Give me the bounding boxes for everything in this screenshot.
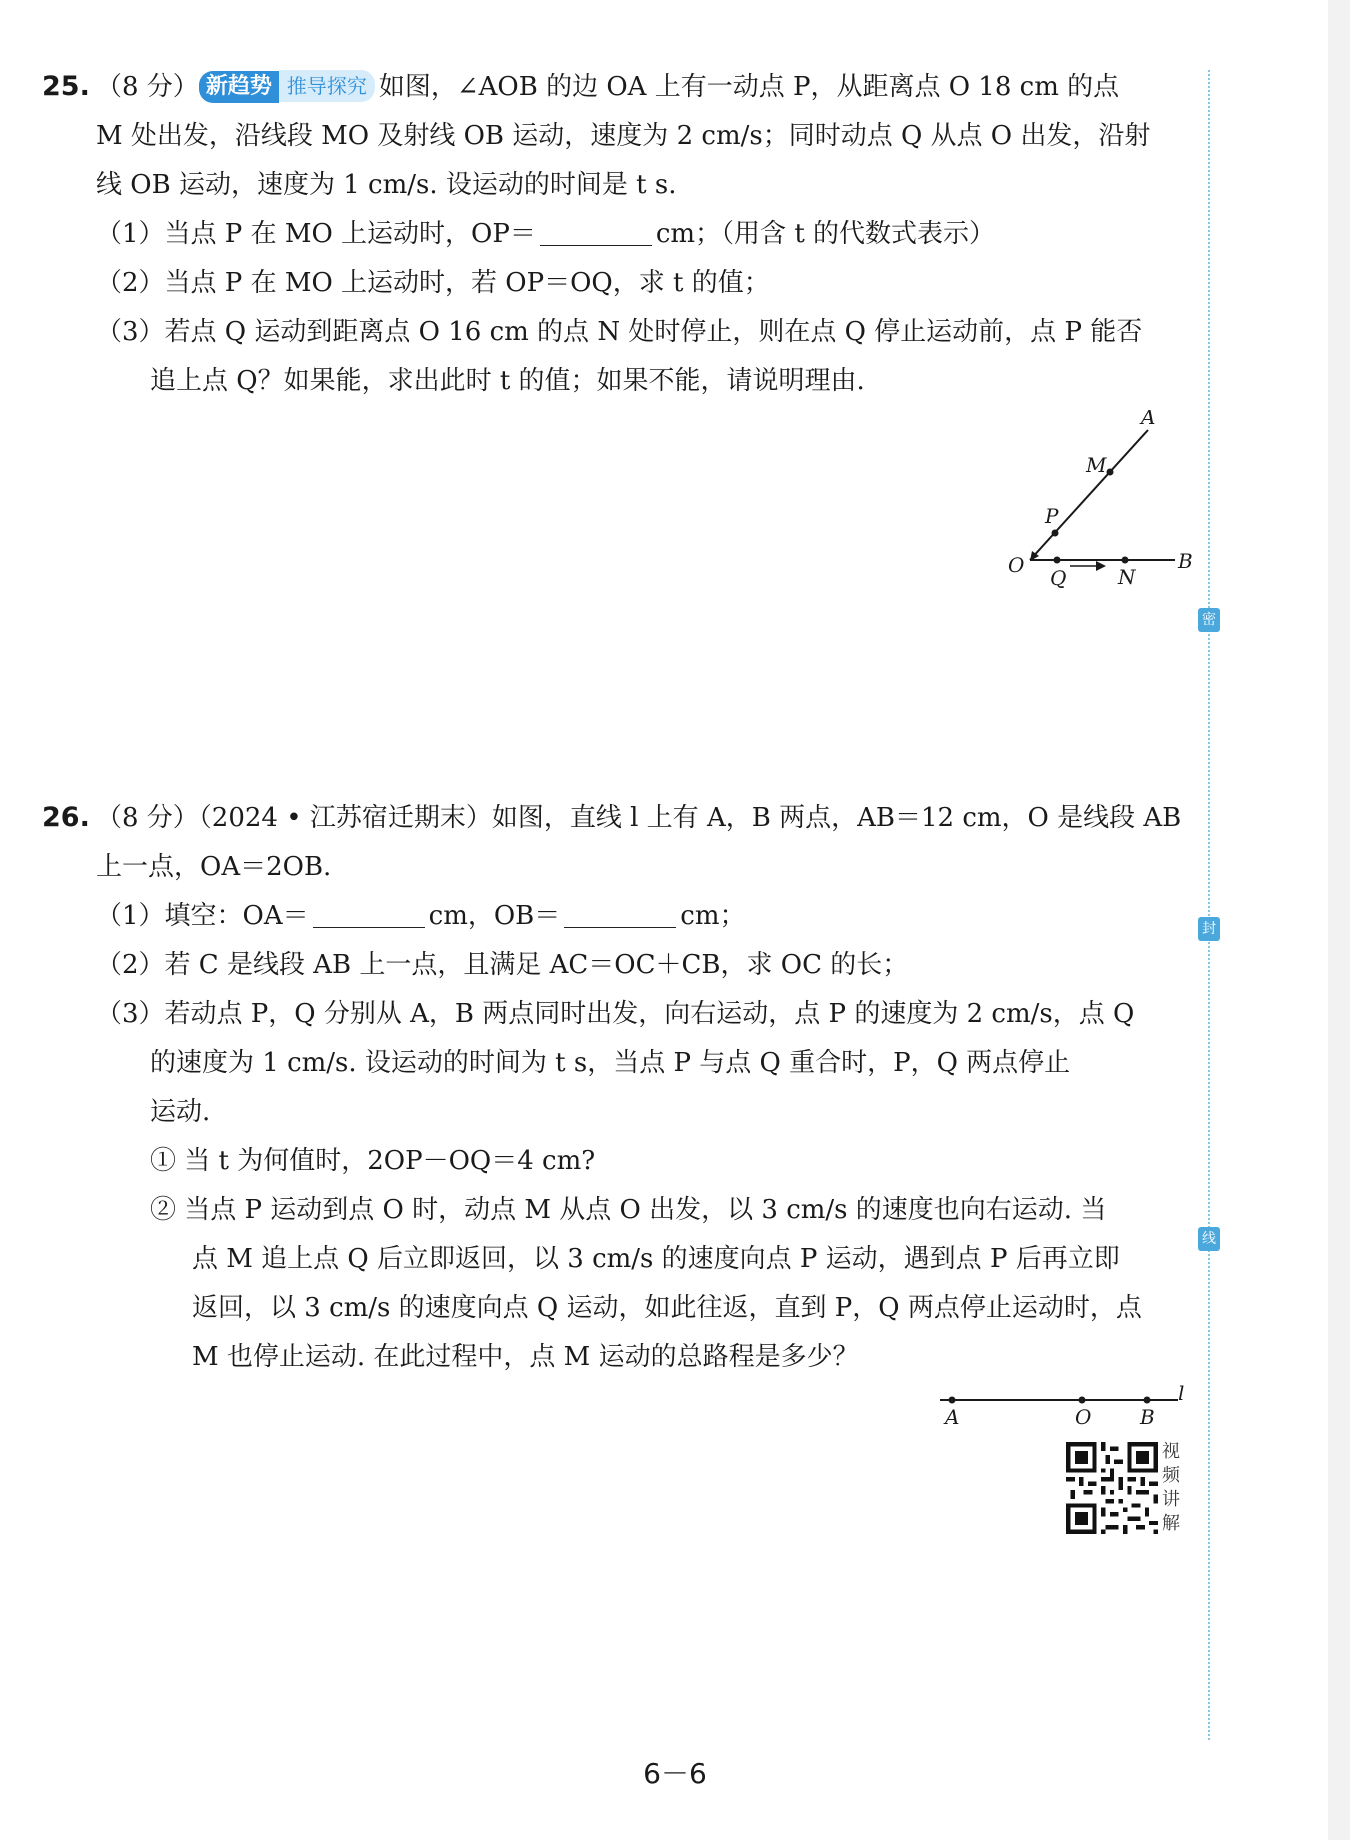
qr-caption-char-3: 讲 — [1162, 1489, 1180, 1510]
q25-label-o: O — [1008, 553, 1025, 577]
q26-part-1 — [96, 893, 1186, 939]
q25-part-3a: （3）若点 Q 运动到距离点 O 16 cm 的点 N 处时停止，则在点 Q 停止运动前，点 P 能否 — [96, 317, 1143, 347]
q25-label-m: M — [1086, 453, 1107, 477]
q26-label-a: A — [945, 1405, 960, 1429]
q26-part-1-mid: cm，OB＝ — [428, 901, 561, 931]
q26-answer-blank-oa[interactable] — [313, 899, 425, 928]
qr-caption — [1162, 1440, 1184, 1536]
q25-point-q — [1054, 557, 1061, 564]
q26-point-a — [949, 1397, 956, 1404]
q26-stem-2: 上一点，OA＝2OB. — [96, 852, 332, 882]
q26-part-3b: 的速度为 1 cm/s. 设运动的时间为 t s，当点 P 与点 Q 重合时，P，Q 两点停止 — [150, 1048, 1071, 1078]
q26-answer-blank-ob[interactable] — [564, 899, 676, 928]
q26-point-b — [1144, 1397, 1151, 1404]
q26-sub-1: ① 当 t 为何值时，2OP－OQ＝4 cm? — [150, 1146, 596, 1176]
q25-stem-1: 如图，∠AOB 的边 OA 上有一动点 P，从距离点 O 18 cm 的点 — [378, 72, 1120, 102]
q25-answer-blank[interactable] — [540, 217, 652, 246]
q25-score: （8 分） — [96, 72, 199, 102]
q26-line-1 — [42, 795, 1186, 841]
q26-part-3a: （3）若动点 P，Q 分别从 A，B 两点同时出发，向右运动，点 P 的速度为 2 cm/s，点 Q — [96, 999, 1135, 1029]
q26-sub-2d: M 也停止运动. 在此过程中，点 M 运动的总路程是多少？ — [192, 1342, 859, 1372]
qr-caption-char-2: 频 — [1162, 1465, 1180, 1486]
q26-part-3c: 运动. — [150, 1097, 211, 1127]
q25-label-b: B — [1178, 549, 1193, 573]
q25-label-n: N — [1118, 565, 1136, 589]
q26-part-1-tail: cm； — [680, 901, 746, 931]
q26-label-l: l — [1178, 1381, 1185, 1405]
q25-label-p: P — [1045, 504, 1059, 528]
q26-sub-2b: 点 M 追上点 Q 后立即返回，以 3 cm/s 的速度向点 P 运动，遇到点 P 后再立即 — [192, 1244, 1120, 1274]
q26-sub-2a: ② 当点 P 运动到点 O 时，动点 M 从点 O 出发，以 3 cm/s 的速度也向右运动. 当 — [150, 1195, 1107, 1225]
q25-label-q: Q — [1050, 566, 1067, 590]
q25-line-1 — [42, 64, 1186, 110]
q25-part-1-text: （1）当点 P 在 MO 上运动时，OP＝ — [96, 219, 536, 249]
qr-code-icon[interactable] — [1066, 1442, 1158, 1534]
margin-tag-mi: 密 — [1198, 608, 1220, 632]
page-edge-shadow — [1328, 0, 1350, 1840]
q25-part-2: （2）当点 P 在 MO 上运动时，若 OP＝OQ，求 t 的值； — [96, 268, 770, 298]
margin-tag-xian: 线 — [1198, 1227, 1220, 1251]
qr-caption-char-4: 解 — [1162, 1513, 1180, 1534]
qr-caption-char-1: 视 — [1162, 1441, 1180, 1462]
q25-angle-figure — [1000, 410, 1200, 600]
q25-point-p — [1052, 530, 1059, 537]
q25-label-a: A — [1141, 410, 1156, 429]
q26-label-b: B — [1140, 1405, 1155, 1429]
q25-part-3b: 追上点 Q？如果能，求出此时 t 的值；如果不能，请说明理由. — [150, 366, 865, 396]
q25-part-1-tail: cm；（用含 t 的代数式表示） — [655, 219, 996, 249]
q26-point-o — [1079, 1397, 1086, 1404]
q26-label-o: O — [1075, 1405, 1092, 1429]
q25-badge-type: 推导探究 — [279, 70, 375, 102]
q25-point-m — [1107, 469, 1114, 476]
q26-number: 26. — [42, 802, 90, 833]
q26-sub-2c: 返回，以 3 cm/s 的速度向点 Q 运动，如此往返，直到 P，Q 两点停止运动时，点 — [192, 1293, 1142, 1323]
q26-part-2: （2）若 C 是线段 AB 上一点，且满足 AC＝OC＋CB，求 OC 的长； — [96, 950, 909, 980]
q25-stem-3: 线 OB 运动，速度为 1 cm/s. 设运动的时间是 t s. — [96, 170, 677, 200]
margin-tag-feng: 封 — [1198, 917, 1220, 941]
binding-dotted-line — [1208, 70, 1210, 1740]
q26-part-1-text: （1）填空：OA＝ — [96, 901, 309, 931]
q25-number: 25. — [42, 71, 90, 102]
q26-line-figure — [930, 1380, 1190, 1430]
q25-part-1 — [96, 211, 1186, 257]
page-number: 6－6 — [643, 1757, 707, 1790]
q25-point-n — [1122, 557, 1129, 564]
q26-stem-1: （8 分）（2024 • 江苏宿迁期末）如图，直线 l 上有 A，B 两点，AB＝12 cm，O 是线段 AB — [96, 803, 1182, 833]
q25-badge-trend: 新趋势 — [199, 71, 279, 103]
q25-stem-2: M 处出发，沿线段 MO 及射线 OB 运动，速度为 2 cm/s；同时动点 Q 从点 O 出发，沿射 — [96, 121, 1151, 151]
